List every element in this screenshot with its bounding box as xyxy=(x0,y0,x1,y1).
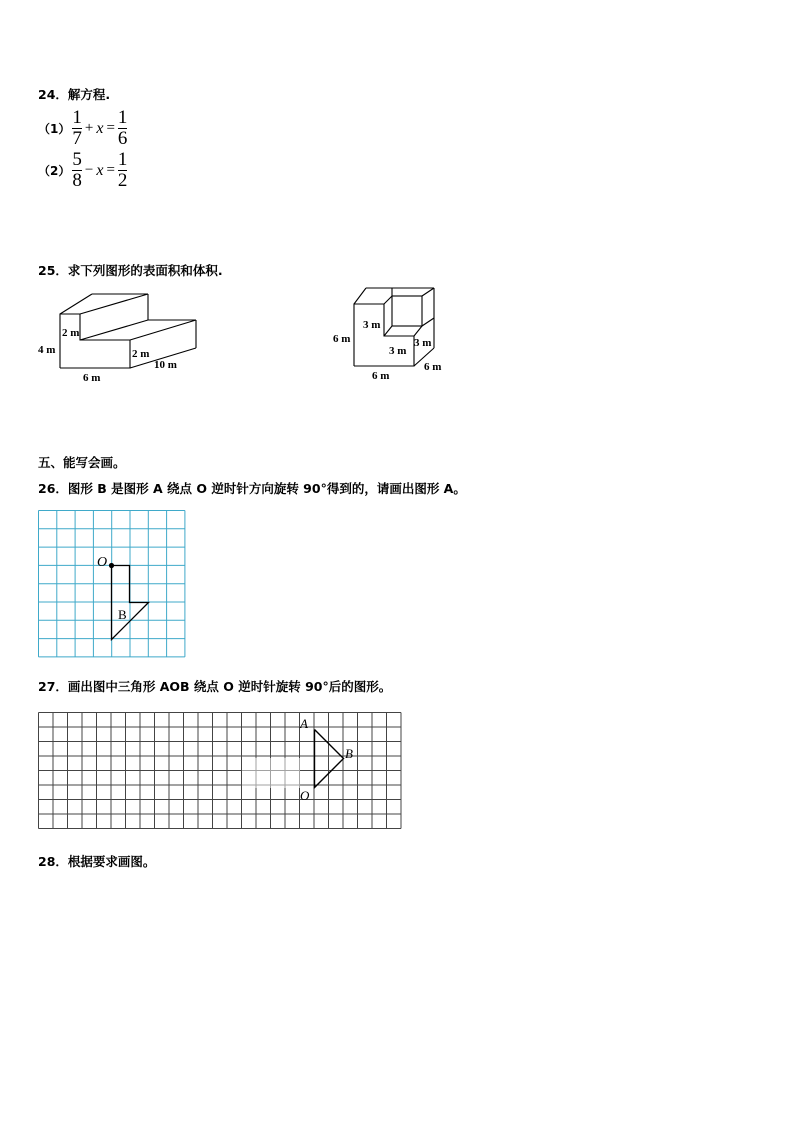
eq2-lhs-denominator: 8 xyxy=(72,170,82,191)
eq1-rhs-numerator: 1 xyxy=(117,107,128,128)
q27-label-a: A xyxy=(300,716,308,731)
eq2-operator: − xyxy=(84,162,94,178)
eq1-prefix: （1） xyxy=(38,122,71,136)
point-o-dot xyxy=(109,563,114,568)
eq2-rhs-numerator: 1 xyxy=(117,149,128,170)
q27-grid-figure xyxy=(38,712,404,836)
eq2-lhs-fraction xyxy=(72,150,82,191)
fig2-width-label: 6 m xyxy=(372,370,390,382)
fig2-cut-depth-label: 3 m xyxy=(389,345,407,357)
q24-equation-1 xyxy=(38,108,127,149)
q25-title: 25．求下列图形的表面积和体积. xyxy=(38,263,223,278)
q26-grid-figure xyxy=(38,510,188,662)
section-5-title: 五、能写会画。 xyxy=(38,455,126,470)
q25-stepped-solid-figure xyxy=(36,290,236,385)
fig1-height-label: 4 m xyxy=(38,344,56,356)
eq2-equals: = xyxy=(106,162,115,178)
q28-title: 28．根据要求画图。 xyxy=(38,854,156,869)
eq1-equals: = xyxy=(106,120,115,136)
q27-label-b: B xyxy=(345,746,353,761)
fig2-cut-side-label: 3 m xyxy=(414,337,432,349)
eq1-rhs-fraction xyxy=(118,108,128,149)
eq2-rhs-denominator: 2 xyxy=(117,170,128,191)
q26-title: 26．图形 B 是图形 A 绕点 O 逆时针方向旋转 90°得到的，请画出图形 A。 xyxy=(38,481,466,496)
fig1-length-label: 10 m xyxy=(154,359,177,371)
q26-shape-b-label: B xyxy=(118,607,127,622)
fig1-step-height-label: 2 m xyxy=(62,327,80,339)
eq1-variable: x xyxy=(96,119,104,137)
eq2-variable: x xyxy=(96,161,104,179)
q27-title: 27．画出图中三角形 AOB 绕点 O 逆时针旋转 90°后的图形。 xyxy=(38,679,392,694)
eq1-lhs-numerator: 1 xyxy=(72,107,82,128)
eq1-operator: + xyxy=(84,120,94,136)
q26-point-o-label: O xyxy=(97,555,108,570)
fig2-depth-label: 6 m xyxy=(424,361,442,373)
fig1-step-depth-label: 2 m xyxy=(132,348,150,360)
q24-title: 24．解方程. xyxy=(38,87,111,102)
fig2-cut-top-label: 3 m xyxy=(363,319,381,331)
eq2-lhs-numerator: 5 xyxy=(72,149,82,170)
q27-label-o: O xyxy=(300,788,310,803)
q24-equation-2 xyxy=(38,150,127,191)
eq1-lhs-denominator: 7 xyxy=(72,128,82,149)
fig1-width-label: 6 m xyxy=(83,372,101,384)
q25-notched-cube-figure xyxy=(330,284,450,384)
fig2-height-label: 6 m xyxy=(333,333,351,345)
eq1-rhs-denominator: 6 xyxy=(117,128,128,149)
eq2-rhs-fraction xyxy=(118,150,128,191)
eq2-prefix: （2） xyxy=(38,164,71,178)
eq1-lhs-fraction xyxy=(72,108,82,149)
